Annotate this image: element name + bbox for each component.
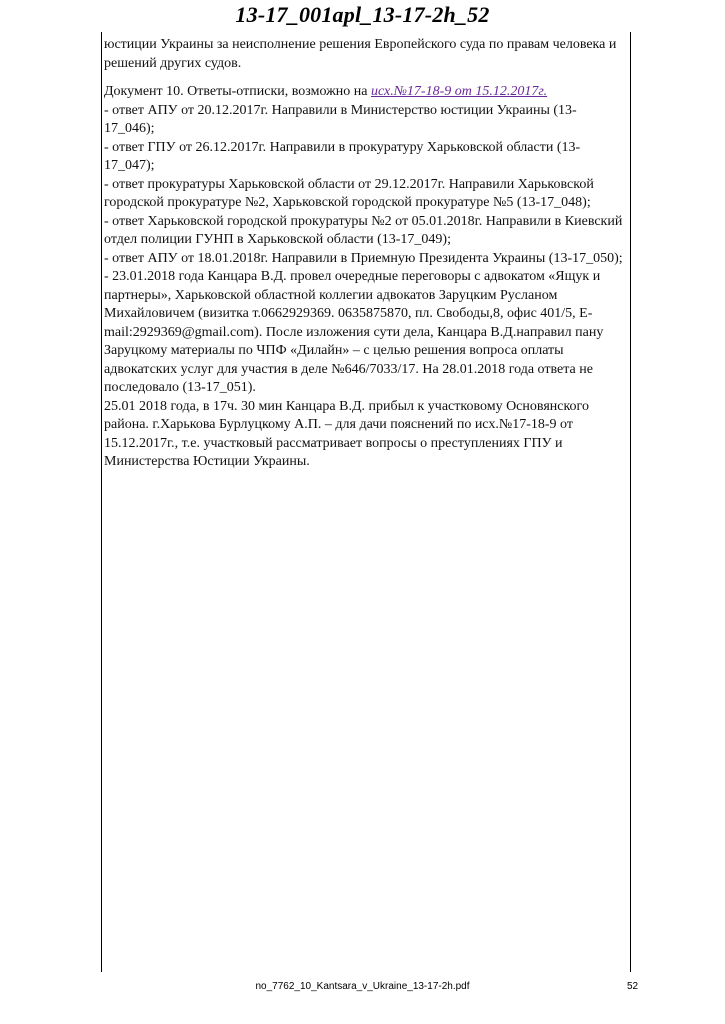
list-item: - ответ АПУ от 20.12.2017г. Направили в Министерство юстиции Украины (13-17_046); [104,102,577,136]
list-item: - ответ прокуратуры Харьковской области от 29.12.2017г. Направили Харьковской городской прокуратуре №2, Харьковской городской прокуратуре №5 (13-17_048); [104,176,594,210]
list-item: - ответ АПУ от 18.01.2018г. Направили в Приемную Президента Украины (13-17_050); [104,250,623,266]
footer-filename: no_7762_10_Kantsara_v_Ukraine_13-17-2h.pdf [255,981,470,992]
document-body [104,36,624,472]
left-margin-rule [101,32,102,972]
document-10-heading [104,83,624,102]
paragraph-gap [104,73,624,83]
list-item: - 23.01.2018 года Канцара В.Д. провел очередные переговоры с адвокатом «Ящук и партнеры», Харьковской областной коллегии адвокатов Заруцким Русланом Михайловичем (визитка т.0662929369. 0635875870, пл. Свободы,8, офис 401/5, E-mail:2929369@gmail.com). После изложения сути дела, Канцара В.Д.направил пану Заруцкому материалы по ЧПФ «Дилайн» – с целью решения вопроса оплаты адвокатских услуг для участия в деле №646/7033/17. На 28.01.2018 года ответа не последовало (13-17_051). [104,269,604,395]
list-item: 25.01 2018 года, в 17ч. 30 мин Канцара В.Д. прибыл к участковому Основянского района. г.Харькова Бурлуцкому А.П. – для дачи пояснений по исх.№17-18-9 от 15.12.2017г., т.е. участковый рассматривает вопросы о преступлениях ГПУ и Министерства Юстиции Украины. [104,398,589,469]
intro-paragraph: юстиции Украины за неисполнение решения Европейского суда по правам человека и решений других судов. [104,37,617,71]
right-margin-rule [630,32,631,972]
footer-page-number: 52 [627,981,639,992]
page-title: 13-17_001apl_13-17-2h_52 [235,2,490,27]
reference-link[interactable]: исх.№17-18-9 от 15.12.2017г. [370,84,548,99]
list-item: - ответ Харьковской городской прокуратуры №2 от 05.01.2018г. Направили в Киевский отдел полиции ГУНП в Харьковской области (13-17_049); [104,213,623,247]
document-10-prefix: Документ 10. Ответы-отписки, возможно на [104,84,371,99]
list-item: - ответ ГПУ от 26.12.2017г. Направили в прокуратуру Харьковской области (13-17_047); [104,139,581,173]
